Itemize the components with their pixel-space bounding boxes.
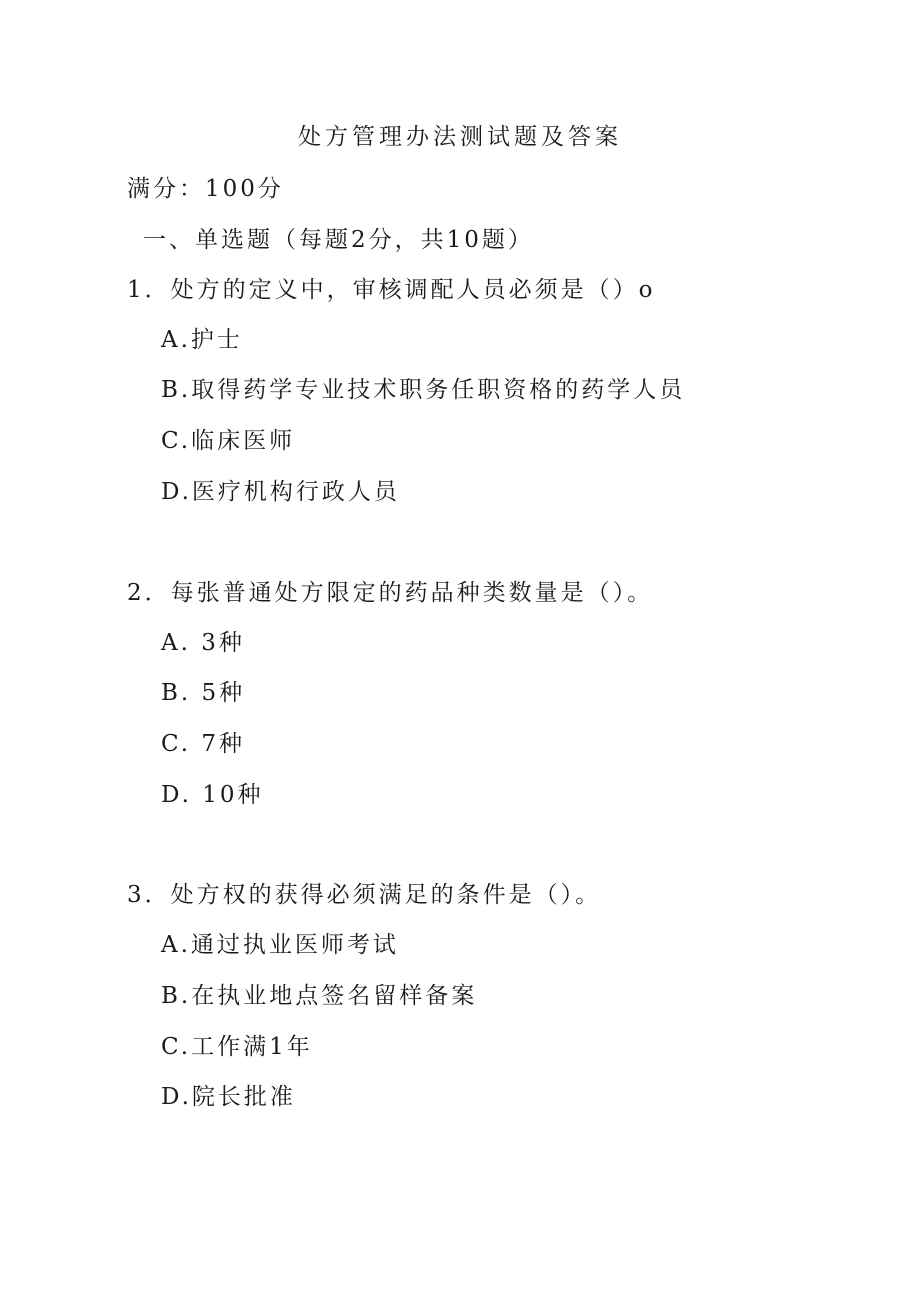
question-3-option-b: B.在执业地点签名留样备案: [161, 983, 478, 1009]
question-3-option-c: C.工作满1年: [161, 1034, 313, 1060]
question-2-option-a: A. 3种: [161, 630, 245, 656]
question-1-option-b: B.取得药学专业技术职务任职资格的药学人员: [161, 377, 686, 403]
question-1-option-a: A.护士: [161, 327, 243, 353]
question-1-stem: 1．处方的定义中，审核调配人员必须是（）o: [127, 277, 656, 303]
question-3-stem: 3．处方权的获得必须满足的条件是（）。: [127, 882, 602, 908]
document-title: 处方管理办法测试题及答案: [298, 124, 622, 150]
question-3-option-a: A.通过执业医师考试: [161, 932, 399, 958]
question-1-option-d: D.医疗机构行政人员: [161, 479, 400, 505]
question-3-option-d: D.院长批准: [161, 1084, 296, 1110]
question-2-option-c: C. 7种: [161, 731, 246, 757]
question-2-stem: 2．每张普通处方限定的药品种类数量是（）。: [127, 580, 654, 606]
full-score: 满分：100分: [127, 176, 284, 202]
question-1-option-c: C.临床医师: [161, 428, 296, 454]
question-2-option-d: D. 10种: [161, 782, 264, 808]
section-heading: 一、单选题（每题2分，共10题）: [143, 227, 534, 253]
question-2-option-b: B. 5种: [161, 680, 246, 706]
